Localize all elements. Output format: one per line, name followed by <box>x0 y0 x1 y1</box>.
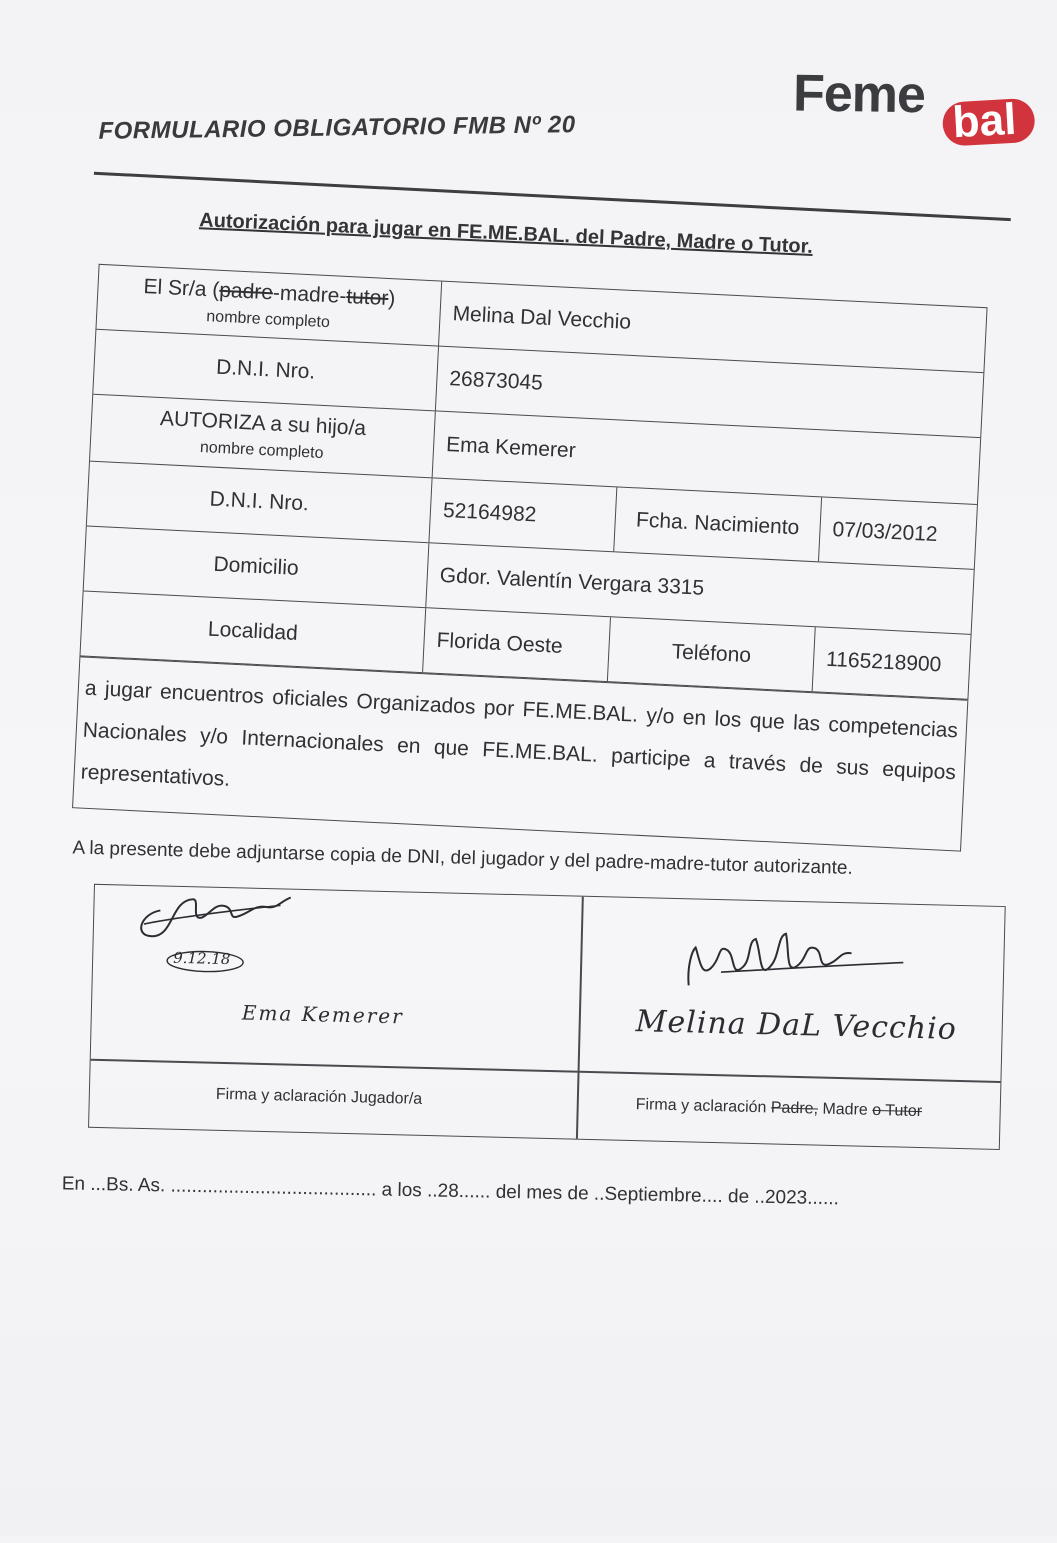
femebal-logo <box>792 61 1033 154</box>
player-signature-scribble <box>129 880 301 954</box>
player-signature-caption: Firma y aclaración Jugador/a <box>215 1085 423 1108</box>
place-date-line: En ...Bs. As. ....................................... a los ..28...... del mes de ..Septiembre.... de ..2023...... <box>61 1173 840 1210</box>
parent-signature-caption: Firma y aclaración Padre, Madre o Tutor <box>635 1096 923 1121</box>
address-label: Domicilio <box>84 527 430 608</box>
signature-divider-vertical <box>576 897 584 1139</box>
birth-date-label: Fcha. Nacimiento <box>614 487 822 561</box>
locality-value: Florida Oeste <box>423 608 611 681</box>
authorization-table <box>72 264 988 852</box>
player-handwritten-name: Ema Kemerer <box>241 1000 404 1029</box>
parent-signature-scribble <box>680 927 912 1003</box>
parent-dni-value: 26873045 <box>448 367 544 395</box>
parent-sublabel: nombre completo <box>205 308 331 332</box>
locality-label: Localidad <box>81 591 427 672</box>
attachment-note: A la presente debe adjuntarse copia de DNI, del jugador y del padre-madre-tutor autorizante. <box>72 837 854 879</box>
phone-label: Teléfono <box>608 617 816 691</box>
phone-value: 1165218900 <box>825 647 942 677</box>
address-value: Gdor. Valentín Vergara 3315 <box>439 563 705 600</box>
signature-divider-horizontal <box>91 1059 1001 1083</box>
child-dni-value: 52164982 <box>429 478 617 551</box>
form-title: FORMULARIO OBLIGATORIO FMB Nº 20 <box>98 111 576 145</box>
authorization-paragraph: a jugar encuentros oficiales Organizados por FE.ME.BAL. y/o en los que las competencias Nacionales y/o Internacionales en que FE.ME.BAL. participe a través de sus equipos representativos. <box>73 656 967 850</box>
parent-label: El Sr/a (padre-madre-tutor) <box>142 275 396 311</box>
parent-name-value: Melina Dal Vecchio <box>452 302 632 334</box>
player-date: 9.12.18 <box>172 948 231 969</box>
birth-date-value: 07/03/2012 <box>831 517 939 547</box>
logo-wordmark: Feme <box>792 64 926 125</box>
parent-handwritten-name: Melina DaL Vecchio <box>635 1004 958 1047</box>
signature-table <box>88 884 1006 1150</box>
child-label: AUTORIZA a su hijo/a <box>159 407 367 441</box>
form-subtitle: Autorización para jugar en FE.ME.BAL. del Padre, Madre o Tutor. <box>198 209 814 258</box>
child-name-value: Ema Kemerer <box>445 433 577 463</box>
logo-pill: bal <box>942 98 1036 147</box>
child-dni-label: D.N.I. Nro. <box>87 462 433 543</box>
parent-dni-label: D.N.I. Nro. <box>93 330 439 411</box>
child-sublabel: nombre completo <box>199 438 324 463</box>
